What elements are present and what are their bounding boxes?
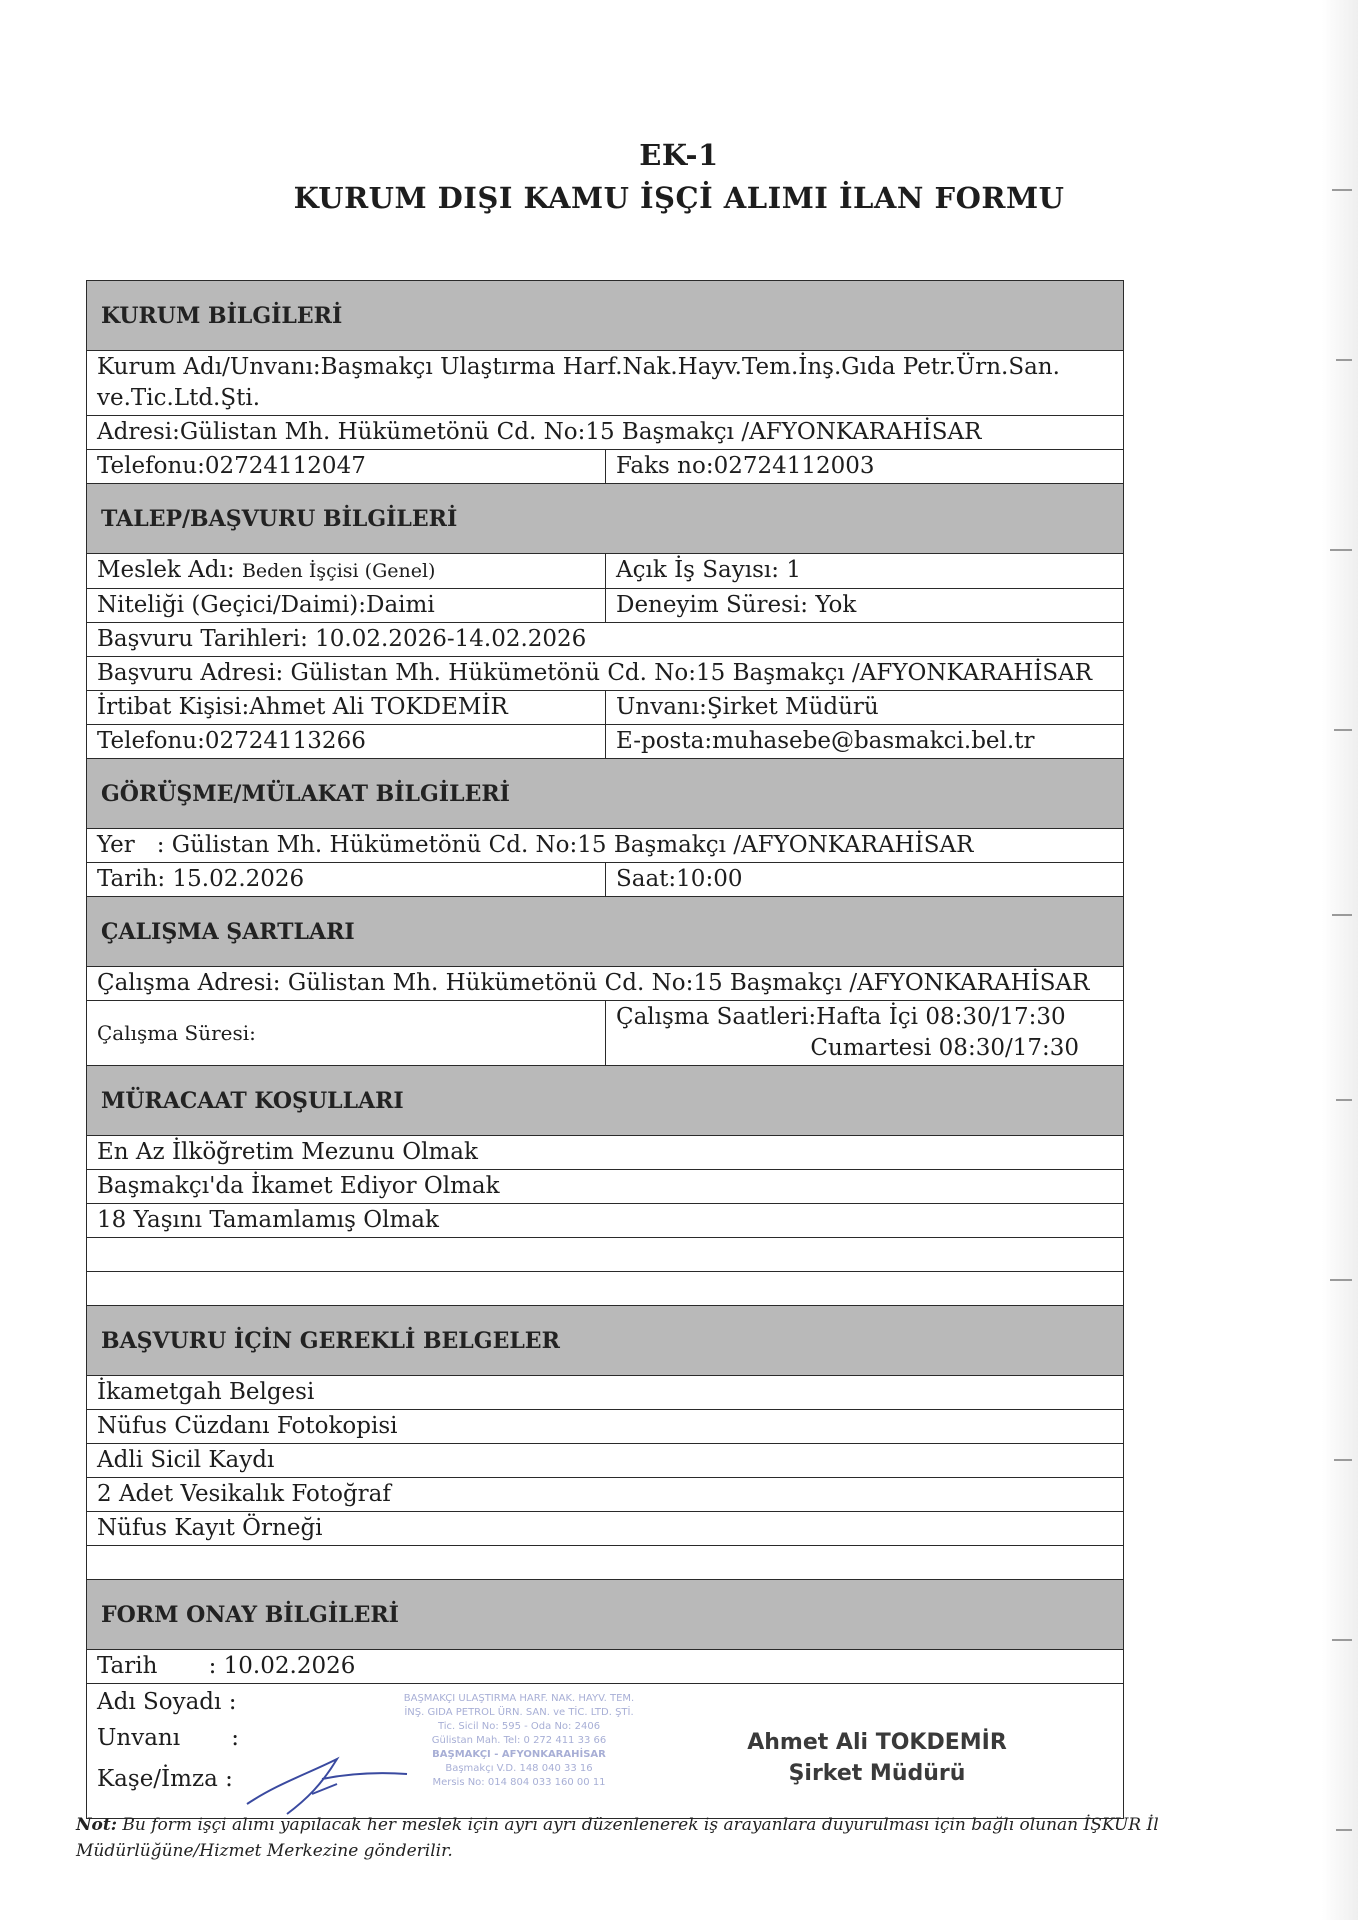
kurum-address-row <box>87 416 1123 450</box>
talep-telefon: Telefonu:02724113266 <box>87 725 606 758</box>
gorusme-yer: Yer : Gülistan Mh. Hükümetönü Cd. No:15 Başmakçı /AFYONKARAHİSAR <box>97 832 974 858</box>
stamp-line: BAŞMAKÇI ULAŞTIRMA HARF. NAK. HAYV. TEM. <box>403 1693 635 1704</box>
kurum-contact-row <box>87 450 1123 484</box>
empty-row <box>87 1272 1123 1306</box>
calisma-suresi: Çalışma Süresi: <box>87 1001 606 1065</box>
form-table <box>86 280 1124 1819</box>
calisma-saatleri <box>606 1001 1123 1065</box>
onay-adi-soyadi: Adı Soyadı : <box>97 1689 237 1715</box>
signer-role: Şirket Müdürü <box>788 1761 966 1786</box>
talep-meslek-row <box>87 554 1123 589</box>
irtibat-unvan: Unvanı:Şirket Müdürü <box>616 694 879 720</box>
acik-is-sayisi: Açık İş Sayısı: 1 <box>616 557 801 583</box>
muracaat-item: 18 Yaşını Tamamlamış Olmak <box>97 1207 439 1233</box>
list-item <box>87 1444 1123 1478</box>
list-item <box>87 1170 1123 1204</box>
list-item <box>87 1512 1123 1546</box>
muracaat-item: En Az İlköğretim Mezunu Olmak <box>97 1139 478 1165</box>
kurum-name: Kurum Adı/Unvanı:Başmakçı Ulaştırma Harf.Nak.Hayv.Tem.İnş.Gıda Petr.Ürn.San. ve.Tic.Ltd.Şti. <box>97 354 1060 411</box>
talep-nitelik-row <box>87 589 1123 623</box>
list-item <box>87 1478 1123 1512</box>
list-item <box>87 1204 1123 1238</box>
stamp-line: İNŞ. GIDA PETROL ÜRN. SAN. ve TİC. LTD. ŞTİ. <box>404 1707 634 1718</box>
talep-eposta: E-posta:muhasebe@basmakci.bel.tr <box>616 728 1035 754</box>
talep-tarih-row <box>87 623 1123 657</box>
talep-irtibat-row <box>87 691 1123 725</box>
stamp-line: Tic. Sicil No: 595 - Oda No: 2406 <box>437 1721 601 1732</box>
list-item <box>87 1136 1123 1170</box>
list-item <box>87 1410 1123 1444</box>
nitelik: Niteliği (Geçici/Daimi):Daimi <box>87 589 606 622</box>
signer-block <box>707 1730 1047 1786</box>
section-onay-title: FORM ONAY BİLGİLERİ <box>87 1580 1123 1650</box>
stamp-line: BAŞMAKÇI - AFYONKARAHİSAR <box>432 1749 606 1760</box>
basvuru-tarihleri: Başvuru Tarihleri: 10.02.2026-14.02.2026 <box>97 626 587 652</box>
list-item <box>87 1376 1123 1410</box>
onay-unvani: Unvanı : <box>97 1725 239 1751</box>
onay-tarih-row <box>87 1650 1123 1684</box>
stamp-line: Mersis No: 014 804 033 160 00 11 <box>432 1777 606 1788</box>
kurum-address: Adresi:Gülistan Mh. Hükümetönü Cd. No:15 Başmakçı /AFYONKARAHİSAR <box>97 419 982 445</box>
irtibat-kisisi: İrtibat Kişisi:Ahmet Ali TOKDEMİR <box>87 691 606 724</box>
kurum-fax: Faks no:02724112003 <box>616 453 875 479</box>
section-belgeler-title: BAŞVURU İÇİN GEREKLİ BELGELER <box>87 1306 1123 1376</box>
signer-name: Ahmet Ali TOKDEMİR <box>747 1730 1007 1755</box>
calisma-saatleri-line1: Çalışma Saatleri:Hafta İçi 08:30/17:30 <box>616 1004 1066 1030</box>
calisma-saatleri-line2: Cumartesi 08:30/17:30 <box>810 1035 1079 1061</box>
form-title <box>0 135 1358 221</box>
signature-area <box>87 1684 1123 1818</box>
kurum-phone: Telefonu:02724112047 <box>87 450 606 483</box>
stamp-line: Gülistan Mah. Tel: 0 272 411 33 66 <box>431 1735 607 1746</box>
gorusme-zaman-row <box>87 863 1123 897</box>
empty-row <box>87 1546 1123 1580</box>
calisma-saat-row <box>87 1001 1123 1066</box>
scan-artifacts <box>1326 0 1354 1920</box>
gorusme-tarih: Tarih: 15.02.2026 <box>87 863 606 896</box>
belge-item: Adli Sicil Kaydı <box>97 1447 275 1473</box>
onay-kase-imza: Kaşe/İmza : <box>97 1766 233 1792</box>
onay-tarih: Tarih : 10.02.2026 <box>97 1653 356 1679</box>
section-gorusme-title: GÖRÜŞME/MÜLAKAT BİLGİLERİ <box>87 759 1123 829</box>
meslek-label: Meslek Adı: <box>97 557 235 583</box>
muracaat-item: Başmakçı'da İkamet Ediyor Olmak <box>97 1173 500 1199</box>
footnote-prefix: Not: <box>76 1815 118 1835</box>
belge-item: Nüfus Cüzdanı Fotokopisi <box>97 1413 398 1439</box>
calisma-adresi: Çalışma Adresi: Gülistan Mh. Hükümetönü Cd. No:15 Başmakçı /AFYONKARAHİSAR <box>97 970 1090 996</box>
stamp-line: Başmakçı V.D. 148 040 33 16 <box>445 1763 593 1774</box>
belge-item: İkametgah Belgesi <box>97 1379 315 1405</box>
calisma-adres-row <box>87 967 1123 1001</box>
section-muracaat-title: MÜRACAAT KOŞULLARI <box>87 1066 1123 1136</box>
meslek-value: Beden İşçisi (Genel) <box>241 560 436 582</box>
gorusme-saat: Saat:10:00 <box>616 866 743 892</box>
belge-item: 2 Adet Vesikalık Fotoğraf <box>97 1481 391 1507</box>
basvuru-adresi: Başvuru Adresi: Gülistan Mh. Hükümetönü Cd. No:15 Başmakçı /AFYONKARAHİSAR <box>97 660 1093 686</box>
section-kurum-title: KURUM BİLGİLERİ <box>87 281 1123 351</box>
belge-item: Nüfus Kayıt Örneği <box>97 1515 323 1541</box>
form-heading: KURUM DIŞI KAMU İŞÇİ ALIMI İLAN FORMU <box>293 181 1065 215</box>
meslek-cell <box>87 554 606 588</box>
section-calisma-title: ÇALIŞMA ŞARTLARI <box>87 897 1123 967</box>
talep-iletisim-row <box>87 725 1123 759</box>
section-talep-title: TALEP/BAŞVURU BİLGİLERİ <box>87 484 1123 554</box>
talep-adres-row <box>87 657 1123 691</box>
deneyim-suresi: Deneyim Süresi: Yok <box>616 592 857 618</box>
footnote-text: Bu form işçi alımı yapılacak her meslek için ayrı ayrı düzenlenerek iş arayanlara duyurulması için bağlı olunan İŞKUR İl Müdürlüğüne/Hizmet Merkezine gönderilir. <box>76 1815 1159 1861</box>
empty-row <box>87 1238 1123 1272</box>
gorusme-yer-row <box>87 829 1123 863</box>
footnote <box>76 1812 1276 1864</box>
kurum-name-row <box>87 351 1123 416</box>
form-code: EK-1 <box>639 138 719 172</box>
